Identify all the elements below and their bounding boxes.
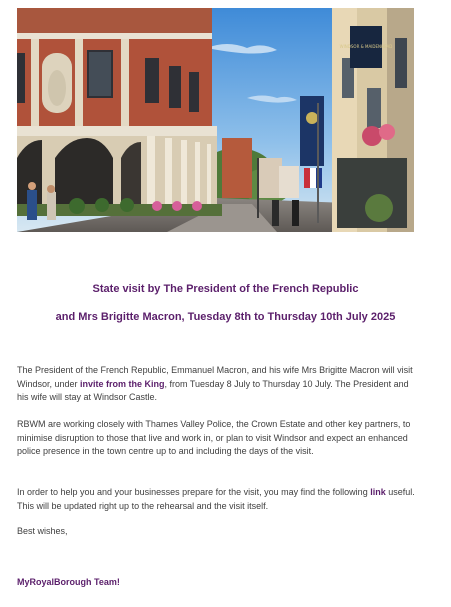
paragraph-visit-intro-text-a: The President of the French Republic, Emmanuel Macron, and his wife Mrs Brigitte Macron will visit Windsor, under xyxy=(17,365,413,389)
hero-photo-windsor-street xyxy=(17,8,414,232)
headline-line-2: and Mrs Brigitte Macron, Tuesday 8th to Thursday 10th July 2025 xyxy=(55,311,396,323)
invite-from-the-king-link[interactable]: invite from the King xyxy=(80,378,165,389)
visit-info-link[interactable]: link xyxy=(370,487,386,497)
headline-line-1: State visit by The President of the French Republic xyxy=(92,283,359,295)
signature-team: MyRoyalBorough Team! xyxy=(17,577,120,587)
paragraph-police-presence: RBWM are working closely with Thames Valley Police, the Crown Estate and other key partners, to minimise disruption to those that live and work in, or plan to visit Windsor and expect an enhanced police presence in the town centre up to and including the days of the visit. xyxy=(17,419,411,456)
hero-sign-text: WINDSOR & MAIDENHEAD xyxy=(339,44,393,49)
closing-best-wishes: Best wishes, xyxy=(17,526,68,536)
paragraph-prepare-visit xyxy=(17,486,417,513)
paragraph-visit-intro xyxy=(17,364,417,405)
paragraph-visit-intro-text-b: , from Tuesday 8 July to Thursday 10 July. The President and his wife will stay at Windsor Castle. xyxy=(17,378,409,402)
paragraph-prepare-text-b: useful. This will be updated right up to the rehearsal and the visit itself. xyxy=(17,487,415,511)
paragraph-prepare-text-a: In order to help you and your businesses prepare for the visit, you may find the following xyxy=(17,487,371,497)
